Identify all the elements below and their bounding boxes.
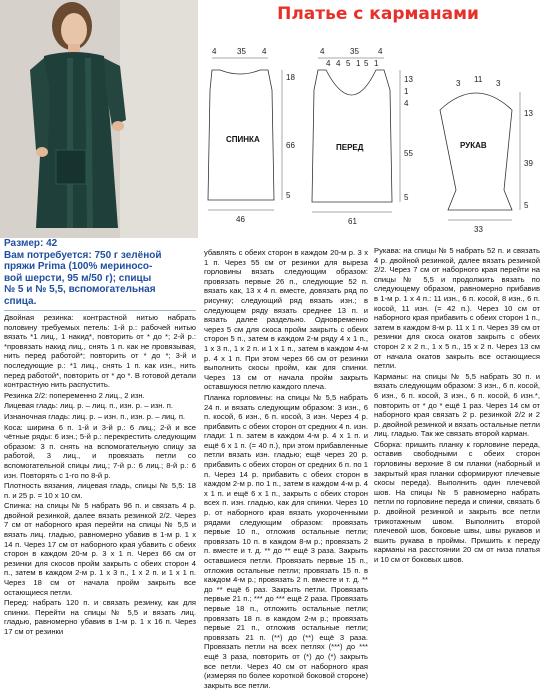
instructions-column-3: [374, 246, 540, 566]
back-dim-top-left: 4: [212, 47, 217, 56]
paragraph-reverse-stockinette: Изнаночная гладь: лиц. р. – изн. п., изн. р. – лиц. п.: [4, 411, 186, 421]
instructions-column-1: [4, 238, 196, 638]
sleeve-dim-side-c: 5: [524, 201, 529, 210]
front-dim-bottom: 61: [348, 217, 357, 226]
front-dim-side-b: 1: [404, 87, 409, 96]
sleeve-dim-top-3: 3: [496, 79, 501, 88]
front-dim-shoulder-6: 1: [374, 59, 379, 68]
back-dim-side-lower: 5: [286, 191, 291, 200]
sleeve-dim-side-a: 13: [524, 109, 533, 118]
back-dim-top-mid: 35: [237, 47, 246, 56]
back-dim-top-right: 4: [262, 47, 267, 56]
materials-line: спица.: [4, 295, 37, 307]
paragraph-rib-2x2: Резинка 2/2: попеременно 2 лиц., 2 изн.: [4, 390, 145, 400]
paragraph-back: Спинка: на спицы № 5 набрать 96 п. и связать 4 р. двойной резинкой, далее вязать резинкой 2/2. Через 7 см от наборного края перейти на спицы № 5,5 и вязать лиц. гладью, равномерно убавив в 1-м р. 1 х 14 п. Через 17 см от наборного края убавить с обеих сторон в каждом 20-м р. 3 х 1 п. Через 66 см от резинки для скосов пройм закрыть с обеих сторон 4 п., затем в каждом 2-м р. 1 х 3 п., 1 х 2 п. и 1 х 1 п. Через 18 см от начала пройм закрыть все остающиеся петли.: [4, 501, 196, 597]
front-dim-shoulder-3: 5: [346, 59, 351, 68]
paragraph-double-rib: Двойная резинка: контрастной нитью набрать половину требуемых петель: 1-й р.: рабочей нитью вязать *1 лиц., 1 накид*, повторить от * до *; 2-й р.: *провязать накид лиц., снять 1 п. как не провязывая, нить перед работой*; повторить от * до *; 3-й и последующие р.: *1 лиц., снять 1 п. как изн., нить перед работой*, повторить от * до *. В готовой детали контрастную нить распустить.: [4, 313, 196, 390]
paragraph-cable: Коса: ширина 6 п. 1-й и 3-й р.: 6 лиц.; 2-й и все чётные ряды: 6 изн.; 5-й р.: перекрестить следующим образом: 3 п. снять на вспомогательную спицу за работой, 3 лиц., и провязать петли со вспомогательной спицы лиц.; 7-й р.: 6 лиц.; 8-й р.: 6 изн. Повторять с 1-го по 8-й р.: [4, 422, 196, 480]
paragraph-pockets: Карманы: на спицы № 5,5 набрать 30 п. и вязать следующим образом: 3 изн., 6 п. косой, 6 изн., 6 п. косой, 3 изн., 6 п. косой, 6 изн.*, повторить от * до * ещё 1 раз. Через 14 см от наборного края связать 2 р. резинкой 2/2 и 2 р. двойной резинкой и вязать остальные петли лиц. гладью. Так же связать второй карман.: [374, 371, 540, 439]
back-piece: [208, 47, 295, 224]
paragraph-neck-band: Планка горловины: на спицы № 5,5 набрать 24 п. и вязать следующим образом: 3 изн., 6 п. косой, 6 изн., 6 п. косой, 3 изн. Через 4 р. прибавить с обеих сторон от средних 4 п. изн. глади: 1 п. затем в каждом 4-м р. 4 х 1 п. и ещё 6 х 1 п. (= 40 п.), при этом прибавленные петли вязать изн. гладью; ещё через 20 р. прибавить с обеих сторон от средних 6 п. по 1 п. Через 14 р. прибавить с обеих сторон в каждом 2-м р. по 1 п., затем в каждом 4-м р. 4 х 1 п. и ещё 6 х 1 п., закрыть с обеих сторон всех п. изн. гладью, как для спинки. Через 10 р. от наборного края вязать укороченными рядами следующим образом: провязать первые 10 п., отложив остальные петли; провязать 10 п. в каждом 8-м р.; провязать 2 п. вместе и т. д. ** до ** ещё 3 раза. Закрыть оставшиеся петли. Провязать первые 15 п., отложив остальные петли; провязать 15 п. в каждом 4-м р.; провязать 2 п. вместе и т. д. ** до ** ещё 6 раз. Закрыть петли. Провязать первые 21 п.; *** до *** ещё 2 раза. Провязать первые 18 п., отложить остальные петли; провязать 18 п. в каждом 2-м р.; провязать первые 21 п., отложив остальные петли; провязать 21 п. (**) до (**) ещё 3 раза. Провязать петли на всех петлях (***) до *** ещё 3 раза, повторить от (*) до (*) закрыть все петли. Через 40 см от наборного края (измеряя по более короткой боковой стороне) закрыть все петли.: [204, 392, 368, 690]
front-label: ПЕРЕД: [336, 143, 364, 152]
front-dim-shoulder-4: 1: [356, 59, 361, 68]
front-dim-side-d: 55: [404, 149, 413, 158]
sleeve-dim-top-2: 11: [474, 75, 483, 84]
sleeve-dim-bottom: 33: [474, 225, 483, 234]
back-label: СПИНКА: [226, 135, 260, 144]
front-dim-side-e: 5: [404, 193, 409, 202]
page-title: Платье с карманами: [277, 4, 479, 24]
paragraph-front-continued: убавлять с обеих сторон в каждом 20-м р. 3 х 1 п. Через 55 см от резинки для выреза горловины вязать следующим образом: провязать первые 26 п., следующие 52 п. вязать как, 13 х 4 п. вместе, довязать ряд по рисунку; следующий ряд вязать изн.; в следующем ряду вязать среднее 13 п. и вязать далее раздельно. Одновременно через 5 см для скоса пройм закрыть с обеих сторон 5 п., затем в каждом 2-м ряду 4 х 1 п., 1 х 3 п., 1 х 2 п. и 1 х 1 п., затем в каждом 4-м р. 4 х 1 п. При этом через 66 см от резинки выполнить скосы пройм, как для спинки. Через 13 см от начала пройм закрыть оставшуюся петлю каждого плеча.: [204, 248, 368, 392]
schematic-drawing: [200, 30, 546, 238]
sleeve-dim-top-1: 3: [456, 79, 461, 88]
front-dim-side-a: 13: [404, 75, 413, 84]
front-dim-top-mid: 35: [350, 47, 359, 56]
front-dim-shoulder-5: 5: [364, 59, 369, 68]
paragraph-stockinette: Лицевая гладь: лиц. р. – лиц. п., изн. р. – изн. п.: [4, 401, 173, 411]
size-and-materials: [4, 238, 196, 307]
front-dim-side-c: 4: [404, 99, 409, 108]
paragraph-sleeves: Рукава: на спицы № 5 набрать 52 п. и связать 4 р. двойной резинкой, далее вязать резинкой 2/2. Через 7 см от наборного края перейти на спицы № 5,5 и продолжить вязать по следующему образом, равномерно прибавив в 1-м р. 1 х 4 п.: 11 изн., 6 п. косой, 8 изн., 6 п. косой, 11 изн. (= 42 п.). Через 10 см от наборного края прибавить с обеих сторон 1 п., затем в каждом 8-м р. 11 х 1 п. Через 39 см от резинки для скоса окатов закрыть с обеих сторон 2 х 2 п., 1 х 5 п., 15 х 2 п. Через 13 см от начала окатов закрыть все остающиеся петли.: [374, 246, 540, 371]
back-dim-bottom: 46: [236, 215, 245, 224]
materials-line: № 5 и № 5,5, вспомогательная: [4, 284, 156, 295]
front-dim-top-left: 4: [320, 47, 325, 56]
front-dim-shoulder-2: 4: [336, 59, 341, 68]
materials-line: вой шерсти, 95 м/50 г); спицы: [4, 272, 152, 284]
paragraph-assembly: Сборка: пришить планку к горловине переда, оставив свободными с обеих сторон горловины верхние 8 см планки (наборный и закрытый края планки сформируют плечевые скосы переда). Выполнить один плечевой шов. На спицы № 5 равномерно набрать петли по горловине переда и спинки, связать 6 р. двойной резинкой и закрыть все петли трикотажным швом. Выполнить второй плечевой шов, боковые швы, швы рукавов и вшить рукава в проймы. Пришить к переду карманы на расстоянии 20 см от низа платья и 10 см от боковых швов.: [374, 439, 540, 564]
materials-line: пряжи Prima (100% мериносо-: [4, 261, 153, 272]
sleeve-label: РУКАВ: [460, 141, 487, 150]
materials-line: Вам потребуется: 750 г зелёной: [4, 249, 162, 261]
sleeve-piece: [440, 75, 533, 234]
back-dim-side-upper: 18: [286, 73, 295, 82]
front-dim-shoulder-1: 4: [326, 59, 331, 68]
garment-schematics: [200, 30, 546, 238]
model-illustration: [0, 0, 198, 238]
paragraph-gauge: Плотность вязания, лицевая гладь, спицы № 5,5: 18 п. и 25 р. = 10 х 10 см.: [4, 481, 196, 500]
instructions-column-2: [204, 248, 368, 691]
sleeve-dim-side-b: 39: [524, 159, 533, 168]
size-line: Размер: 42: [4, 238, 58, 249]
model-photo: [0, 0, 198, 238]
front-piece: [312, 47, 413, 226]
back-dim-side-main: 66: [286, 141, 295, 150]
paragraph-front: Перед: набрать 120 п. и связать резинку, как для спинки. Перейти на спицы № 5,5 и вязать лиц. гладью, равномерно убавив в 1-м р. 1 х 16 п. Через 17 см от резинки: [4, 598, 196, 636]
front-dim-top-right: 4: [378, 47, 383, 56]
divider: [4, 310, 196, 311]
